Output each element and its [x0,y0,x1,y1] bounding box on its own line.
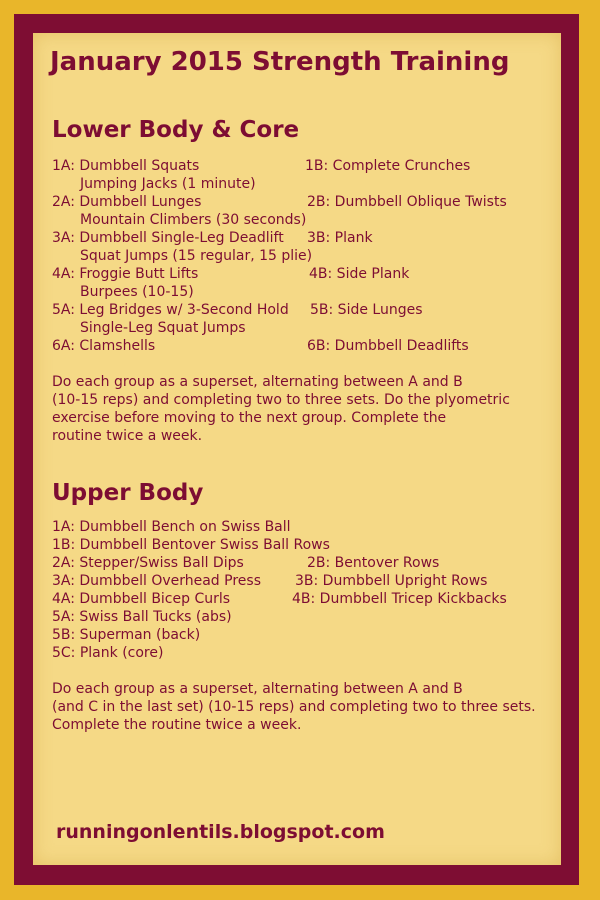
exercise-u5c: 5C: Plank (core) [52,645,164,661]
section-heading-upper-body: Upper Body [52,480,204,506]
blog-url: runningonlentils.blogspot.com [56,821,385,843]
exercise-u2a: 2A: Stepper/Swiss Ball Dips [52,555,244,571]
plyo-exercise-4: Burpees (10-15) [80,284,194,300]
exercise-1a: 1A: Dumbbell Squats [52,158,200,174]
exercise-u2b: 2B: Bentover Rows [307,555,440,571]
exercise-u3a: 3A: Dumbbell Overhead Press [52,573,261,589]
lower-note-line-4: routine twice a week. [52,428,203,444]
upper-note-line-1: Do each group as a superset, alternating between A and B [52,681,463,697]
exercise-u1a: 1A: Dumbbell Bench on Swiss Ball [52,519,291,535]
exercise-u3b: 3B: Dumbbell Upright Rows [295,573,488,589]
exercise-5b: 5B: Side Lunges [310,302,423,318]
exercise-4b: 4B: Side Plank [309,266,410,282]
exercise-6b: 6B: Dumbbell Deadlifts [307,338,469,354]
exercise-u1b: 1B: Dumbbell Bentover Swiss Ball Rows [52,537,330,553]
exercise-u4a: 4A: Dumbbell Bicep Curls [52,591,231,607]
exercise-4a: 4A: Froggie Butt Lifts [52,266,199,282]
exercise-3a: 3A: Dumbbell Single-Leg Deadlift [52,230,284,246]
exercise-5a: 5A: Leg Bridges w/ 3-Second Hold [52,302,289,318]
plyo-exercise-1: Jumping Jacks (1 minute) [80,176,256,192]
plyo-exercise-3: Squat Jumps (15 regular, 15 plie) [80,248,313,264]
lower-note-line-1: Do each group as a superset, alternating between A and B [52,374,463,390]
exercise-6a: 6A: Clamshells [52,338,156,354]
exercise-u5a: 5A: Swiss Ball Tucks (abs) [52,609,232,625]
exercise-2a: 2A: Dumbbell Lunges [52,194,202,210]
lower-note-line-2: (10-15 reps) and completing two to three sets. Do the plyometric [52,392,510,408]
plyo-exercise-5: Single-Leg Squat Jumps [80,320,246,336]
exercise-2b: 2B: Dumbbell Oblique Twists [307,194,507,210]
page-title: January 2015 Strength Training [50,47,510,77]
upper-note-line-2: (and C in the last set) (10-15 reps) and completing two to three sets. [52,699,536,715]
exercise-u4b: 4B: Dumbbell Tricep Kickbacks [292,591,507,607]
exercise-u5b: 5B: Superman (back) [52,627,201,643]
section-heading-lower-body: Lower Body & Core [52,117,300,143]
plyo-exercise-2: Mountain Climbers (30 seconds) [80,212,307,228]
exercise-1b: 1B: Complete Crunches [305,158,471,174]
upper-note-line-3: Complete the routine twice a week. [52,717,302,733]
exercise-3b: 3B: Plank [307,230,373,246]
lower-note-line-3: exercise before moving to the next group. Complete the [52,410,447,426]
